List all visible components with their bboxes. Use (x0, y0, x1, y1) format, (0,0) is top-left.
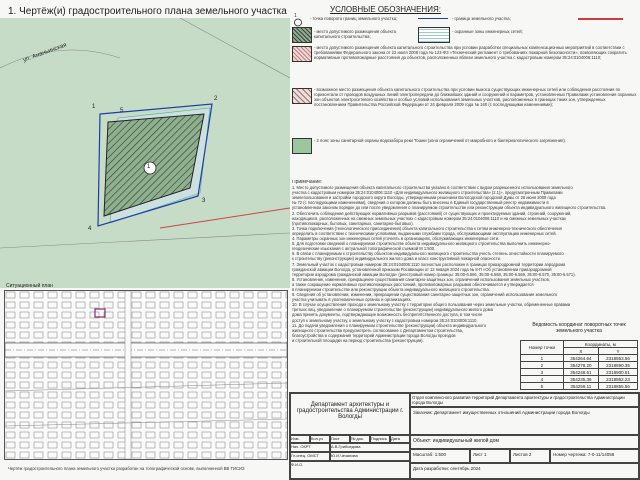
footer-note: Чертёж градостроительного плана земельного участка разработан на топографической основе, выполненной ВВ ТИСИЗ (8, 466, 245, 471)
table-row (521, 355, 638, 362)
cell-y: 2318853.56 (599, 355, 638, 362)
drawing-number: Номер чертежа: 7-0-11/14058 (550, 449, 639, 463)
site-plan (0, 18, 290, 288)
person-1: А.В.Грибоедова (330, 443, 410, 452)
note-line: территории аэродрома гражданской авиации Вологда» (реестровый номер границы: 35:00-6.566, 35:00-6.568, 35:00-6.569, 35:00-6.570, 35:00-6.571). (292, 271, 576, 277)
note-line: находящихся, расположенных на смежных земельных участках с кадастровым номером 35:24:0104006:1110 и на смежных земельных участках (292, 215, 567, 221)
zone-mark: 1 (147, 164, 151, 170)
cell-y: 2318900.51 (599, 369, 638, 376)
note-line: Примечание: (292, 180, 323, 185)
site-plan-drawing (0, 18, 290, 288)
col-header-coords: Координаты, м (563, 341, 637, 348)
legend-utility-text: - охранные зоны инженерных сетей; (452, 29, 523, 34)
head-col: Лист (330, 435, 350, 443)
note-line: участка с кадастровым номером 35:24:0104006:1110 «Для индивидуального жилищного строительства» (2.1)», предусмотренным Правилами (292, 190, 563, 196)
note-line: а также сокращение нормативных противопожарных расстояний, противопожарных разрывов обеспечивается и утверждается (292, 281, 534, 287)
fio-label: Ф.И.О. (290, 461, 410, 479)
person-2: Ю.И.Чезанова (330, 452, 410, 461)
note-line: 3. Точка подключения (технологического присоединения) объекта капитального строительства к сетям инженерно-технического обеспечения (292, 225, 562, 231)
coordinates-title: Ведомость координат поворотных точек земельного участка (532, 322, 626, 334)
note-line: 5. Для подготовки сведений о планируемом строительстве объекта индивидуального жилищного строительства выполнить инженерно- (292, 241, 551, 247)
note-line: 7. Земельный участок с кадастровым номером 35:24:0104006:1110 полностью расположен в границах приаэродромной территории аэродрома (292, 261, 566, 267)
note-line: определить в соответствии с техническими условиями, выданными службами города, обслуживающими эксплуатацию инженерных сетей. (292, 230, 557, 236)
role-1: Нач. ОКРТ (290, 443, 330, 452)
cell-point: 4 (521, 376, 564, 383)
head-col: № док. (350, 435, 370, 443)
boundary-line-icon (418, 18, 448, 19)
red-hatch-swatch-icon (292, 46, 312, 62)
note-line: в планируемом строительстве или реконструкции объекта индивидуального жилищного строительства. (292, 286, 490, 292)
cell-y: 2318890.35 (599, 362, 638, 369)
note-line: жилищного строительства предусмотреть согласование с Департаментом строительства, (292, 327, 464, 333)
note-line: 6. В связи с планируемым к строительству объектом индивидуального жилищного строительства учесть степень огнестойкости планируемого (292, 251, 564, 257)
note-line: к строительству (реконструкции) индивидуального жилого дома и класс конструктивной пожарной опасности. (292, 256, 502, 262)
head-col: Дата (390, 435, 410, 443)
point-label-3: 3 (202, 198, 206, 204)
note-line: третьих лиц, уведомление о планируемом строительстве (реконструкции) индивидуального жилого дома (292, 307, 493, 313)
pink-hatch-swatch-icon (292, 88, 312, 104)
table-row (521, 383, 638, 390)
note-line: 1. Место допустимого размещения объекта капитального строительства указано в соответствии с видом разрешенного использования земельного (292, 185, 573, 191)
point-label-1: 1 (92, 104, 96, 110)
sheets-label: Листов 2 (510, 449, 550, 463)
cell-x: 354264.64 (563, 355, 598, 362)
table-row (521, 362, 638, 369)
legend-num: 1 (294, 13, 297, 19)
green-swatch-icon (292, 138, 312, 154)
note-line: 8. Установление, изменение, прекращение существования санитарно-защитных зон, ограничений использования земельных участков, (292, 276, 550, 282)
note-line: геодезические изыскания с актуальной топографической съемкой М 1:500. (292, 246, 436, 252)
page-title: 1. Чертёж(и) градостроительного плана земельного участка (8, 6, 287, 17)
department-name: Отдел комплексного развития территорий Департамента архитектуры и градостроительства Администрации города Вологды (410, 393, 639, 407)
note-line: дома принять документы, подтверждающие возможность беспрепятственного доступа, в том числе (292, 312, 483, 318)
legend-point-text: - точка поворота границ земельного участка; (310, 16, 398, 21)
note-line: 9. Сведения об установлении, изменении, прекращении существования санитарно-защитных зон, ограничений использования земельного (292, 292, 558, 298)
note-line: участка учитывать в уполномоченных органах и организациях. (292, 297, 412, 303)
note-line: № 72 (с последующими изменениями), сведения о котором должны быть внесены в Единый государственный реестр недвижимости в (292, 200, 549, 206)
street-label: ул. Ананьинская (22, 42, 68, 64)
cell-point: 1 (521, 355, 564, 362)
cell-point: 3 (521, 369, 564, 376)
legend-compensation-text: - место допустимого размещения объекта капитального строительства при условии разработки специальных компенсационных мероприятий в соответствии с требованиями Федерального закона от 22 июля 2008 года № 123-ФЗ «Технический регламент о требованиях пожарной безопасности», позволяющих сократить нормативные противопожарные расстояния до объектов, расположенных вблизи земельного участка с кадастровым номером 35:24:0104006:1110; (314, 45, 627, 60)
role-2: Гл.спец. ОМСТ (290, 452, 330, 461)
situation-plan-map (4, 290, 288, 460)
notes-block (292, 180, 638, 343)
note-line: 10. В случае осуществления прохода к земельному участку с территории общего пользования через земельные участки, обремененные правами (292, 302, 571, 308)
situation-plan-label: Ситуационный план (6, 283, 53, 289)
red-line-icon (578, 18, 623, 20)
legend-possible-text: - возможное место размещения объекта капитального строительства при условии выноса существующих инженерных сетей или соблюдения расстояния по горизонтали от проводов воздушных линий электропередачи до ближайших зданий и сооружений и параметров, установленных Правилами установления охранных зон объектов электросетевого хозяйства и особых условий использования земельных участков, расположенных в границах таких зон, утвержденных постановлением Правительства Российской Федерации от 24 февраля 2009 года № 160 (с последующими изменениями); (314, 87, 637, 107)
legend-heading: УСЛОВНЫЕ ОБОЗНАЧЕНИЯ: (330, 5, 441, 14)
cell-x: 354235.36 (563, 376, 598, 383)
cell-y: 2318855.56 (599, 383, 638, 390)
object-name: Объект: индивидуальный жилой дом (410, 435, 639, 449)
cell-point: 5 (521, 383, 564, 390)
head-col: Кол.уч (310, 435, 330, 443)
cell-x: 354259.11 (563, 383, 598, 390)
scale-label: Масштаб: 1:500 (410, 449, 470, 463)
hatch-swatch-icon (292, 27, 312, 43)
point-label-2: 2 (214, 96, 218, 102)
situation-map-drawing (5, 291, 287, 459)
cell-x: 354278.20 (563, 362, 598, 369)
table-row (521, 376, 638, 383)
note-line: гражданской авиации Вологда, установленной приказом Росавиации от 12 января 2024 года № 8-П «Об установлении приаэродромной (292, 266, 552, 272)
cell-y: 2318862.23 (599, 376, 638, 383)
col-header-point: Номер точки (521, 341, 564, 355)
legend-allowed-text: - место допустимого размещения объекта капитального строительства; (314, 29, 396, 39)
customer-name: Заказчик: Департамент имущественных отношений Администрации города Вологды (410, 407, 639, 435)
note-line: землепользования и застройки городского округа Вологды, утвержденными решением Вологодской городской Думы от 26 июня 2009 года (292, 195, 556, 201)
note-line: 2. Обеспечить соблюдение действующих нормативных разрывов (расстояний) от существующих и проектируемых зданий, строений, сооружений, (292, 210, 572, 216)
cell-point: 2 (521, 362, 564, 369)
head-col: Изм. (290, 435, 310, 443)
utility-zone-swatch-icon (418, 27, 450, 43)
point-label-4: 4 (88, 226, 92, 232)
development-date: Дата разработки: сентябрь 2024 (410, 463, 639, 479)
note-line: доступ к земельному участку, к земельному участку с кадастровым номером 35:24:0104006:1110. (292, 317, 478, 323)
head-col: Подпись (370, 435, 390, 443)
table-row (521, 369, 638, 376)
col-header-y: Y (599, 348, 638, 355)
legend-sanitary-text: - 2 пояс зоны санитарной охраны водозабора реки Тошни (зона ограничений от макробного и бактериологического загрязнения). (314, 138, 566, 143)
sheet-label: Лист 1 (470, 449, 510, 463)
coordinates-table (520, 340, 638, 390)
cell-x: 354248.61 (563, 369, 598, 376)
title-block (289, 392, 640, 480)
note-line: благоустройства и содержания территорий Администрации города Вологды проездов (292, 332, 456, 338)
point-label-5: 5 (120, 108, 124, 114)
note-line: и строительной площадки на период строительства (реконструкции). (292, 337, 424, 343)
note-line: (противопожарных, бытовых, санитарных, санитарно-бытовых). (292, 220, 414, 226)
legend-boundary-text: - граница земельного участка; (452, 16, 511, 21)
col-header-x: X (563, 348, 598, 355)
note-line: 4. Параметры охранных зон инженерных сетей уточнять в организациях, обслуживающих инженерные сети. (292, 236, 500, 242)
note-line: 11. До подачи уведомления о планируемом строительстве (реконструкции) объекта индивидуального (292, 322, 487, 328)
note-line: установленном законом порядке до или после уведомления о планируемом строительстве или реконструкции объекта индивидуального жилищного строительства. (292, 205, 607, 211)
org-name: Департамент архитектуры и градостроительства Администрации г. Вологды (290, 393, 410, 435)
